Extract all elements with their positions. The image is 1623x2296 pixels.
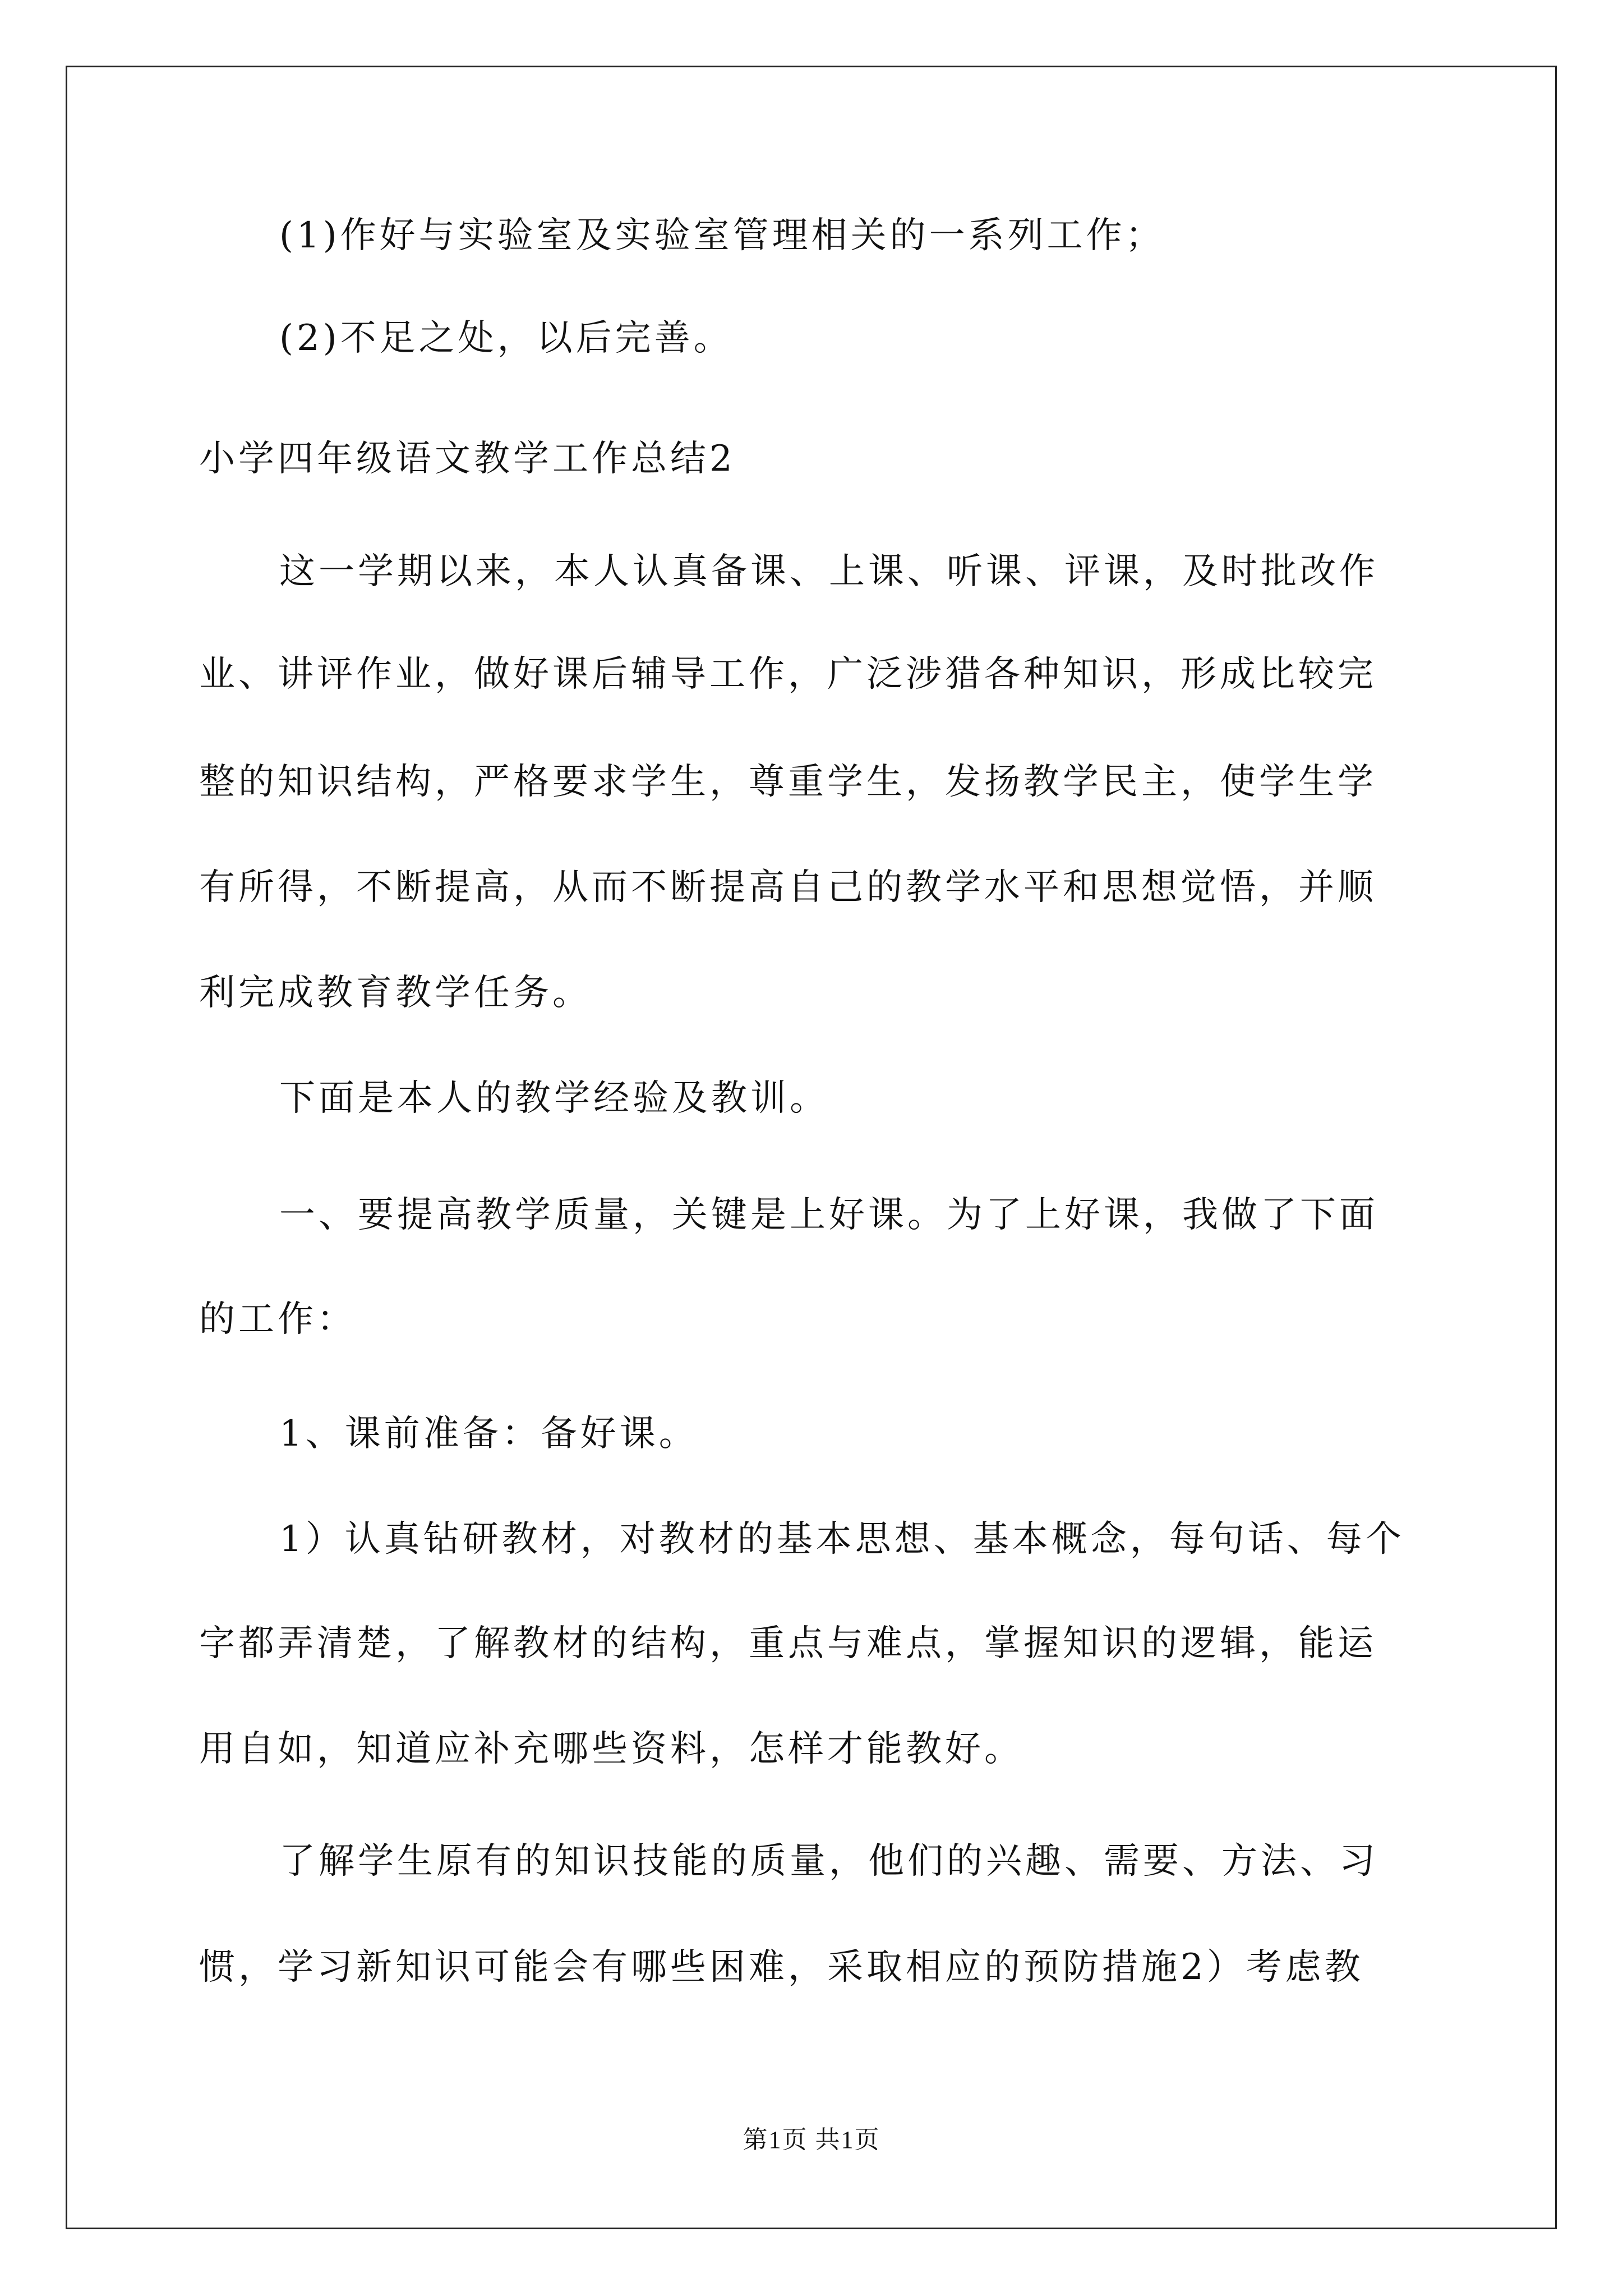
paragraph-line: 业、讲评作业，做好课后辅导工作，广泛涉猎各种知识，形成比较完 <box>199 654 1377 695</box>
paragraph-item-2: (2)不足之处，以后完善。 <box>279 318 733 359</box>
page-number-footer: 第1页 共1页 <box>743 2126 880 2154</box>
paragraph-line: 字都弄清楚，了解教材的结构，重点与难点，掌握知识的逻辑，能运 <box>199 1623 1377 1664</box>
paragraph-line: 下面是本人的教学经验及教训。 <box>279 1078 829 1119</box>
paragraph-line: 一、要提高教学质量，关键是上好课。为了上好课，我做了下面 <box>279 1194 1378 1236</box>
paragraph-line: 这一学期以来，本人认真备课、上课、听课、评课，及时批改作 <box>279 551 1378 592</box>
section-heading: 小学四年级语文教学工作总结2 <box>199 438 736 480</box>
paragraph-line: 1、课前准备：备好课。 <box>279 1413 698 1455</box>
paragraph-line: 有所得，不断提高，从而不断提高自己的教学水平和思想觉悟，并顺 <box>199 867 1377 908</box>
paragraph-line: 的工作： <box>199 1299 356 1340</box>
paragraph-line: 了解学生原有的知识技能的质量，他们的兴趣、需要、方法、习 <box>279 1841 1378 1882</box>
paragraph-line: 用自如，知道应补充哪些资料，怎样才能教好。 <box>199 1728 1023 1770</box>
paragraph-line: 整的知识结构，严格要求学生，尊重学生，发扬教学民主，使学生学 <box>199 761 1377 803</box>
page-border <box>66 66 1557 2229</box>
paragraph-line: 1）认真钻研教材，对教材的基本思想、基本概念，每句话、每个 <box>279 1519 1405 1560</box>
paragraph-line: 惯，学习新知识可能会有哪些困难，采取相应的预防措施2）考虑教 <box>199 1947 1364 1988</box>
paragraph-item-1: (1)作好与实验室及实验室管理相关的一系列工作； <box>279 215 1165 256</box>
paragraph-line: 利完成教育教学任务。 <box>199 972 592 1014</box>
